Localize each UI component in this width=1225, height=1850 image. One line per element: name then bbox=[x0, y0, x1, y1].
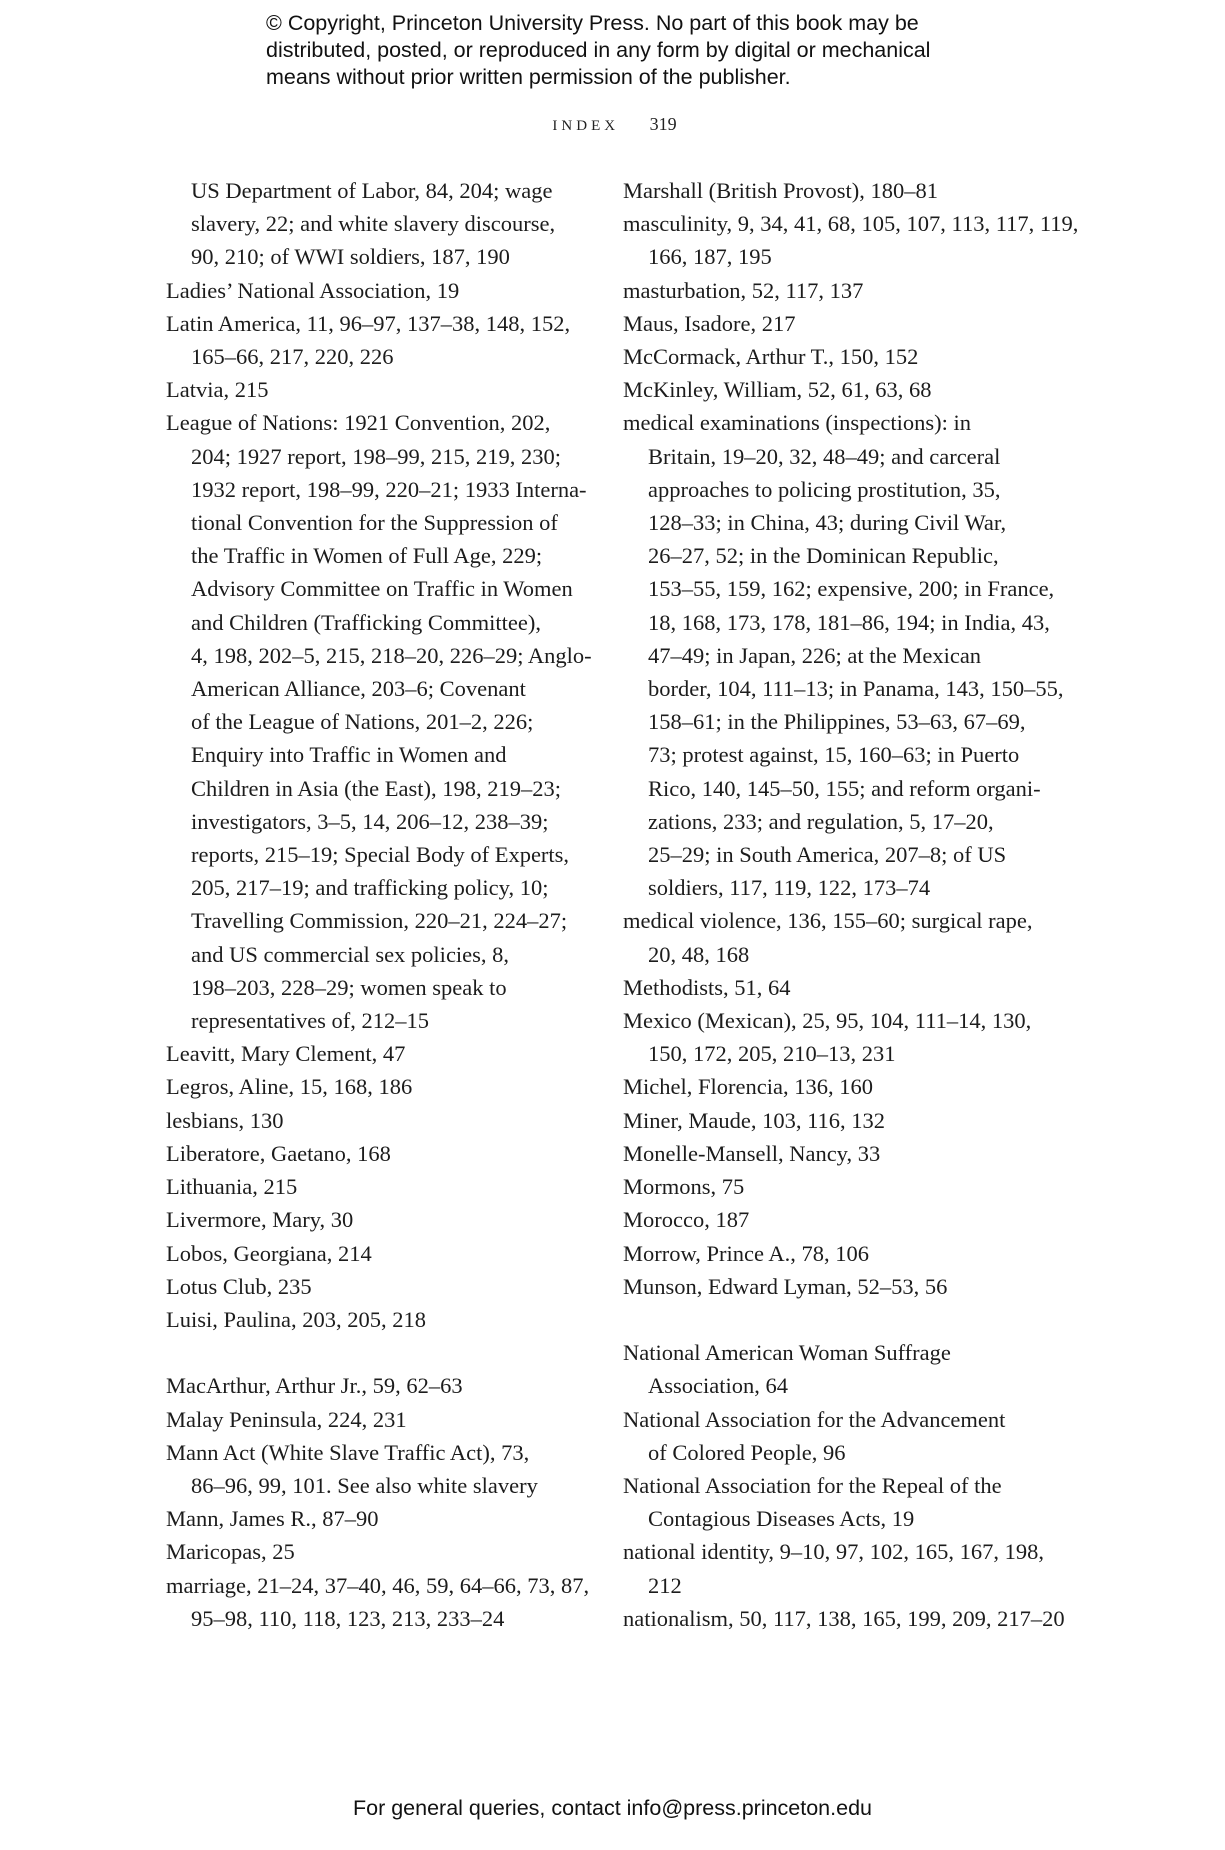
index-entry-continuation-line: approaches to policing prostitution, 35, bbox=[648, 476, 1001, 502]
index-entry-heading-line: Ladies’ National Association, 19 bbox=[166, 277, 460, 303]
index-entry bbox=[623, 1004, 1043, 1070]
index-entry bbox=[166, 1436, 586, 1502]
index-entry-continuation-line: reports, 215–19; Special Body of Experts, bbox=[191, 842, 570, 868]
index-entry-continuation-line: Rico, 140, 145–50, 155; and reform organi- bbox=[648, 775, 1041, 801]
index-entry-continuation-line: Advisory Committee on Traffic in Women bbox=[191, 576, 573, 602]
index-entry-heading-line: MacArthur, Arthur Jr., 59, 62–63 bbox=[166, 1373, 463, 1399]
index-entry-heading-line: Livermore, Mary, 30 bbox=[166, 1207, 354, 1233]
index-entry-heading-line: marriage, 21–24, 37–40, 46, 59, 64–66, 73, 87, bbox=[166, 1572, 590, 1598]
index-entry-continuation-line: 1932 report, 198–99, 220–21; 1933 Interna- bbox=[191, 476, 587, 502]
index-entry-heading-line: masturbation, 52, 117, 137 bbox=[623, 277, 864, 303]
running-head bbox=[0, 114, 1225, 135]
index-entry bbox=[166, 1237, 586, 1270]
index-entry-heading-line: Monelle-Mansell, Nancy, 33 bbox=[623, 1140, 881, 1166]
index-entry bbox=[623, 904, 1043, 970]
index-entry-heading-line: National Association for the Repeal of the bbox=[623, 1472, 1002, 1498]
index-entry-continuation-line: soldiers, 117, 119, 122, 173–74 bbox=[648, 875, 931, 901]
index-entry bbox=[166, 274, 586, 307]
index-entry-heading-line: Luisi, Paulina, 203, 205, 218 bbox=[166, 1306, 426, 1332]
index-entry-continuation-line: investigators, 3–5, 14, 206–12, 238–39; bbox=[191, 808, 549, 834]
page-number: 319 bbox=[649, 114, 677, 134]
index-entry-continuation-line: tional Convention for the Suppression of bbox=[191, 510, 558, 536]
index-entry-heading-line: Marshall (British Provost), 180–81 bbox=[623, 178, 938, 203]
index-entry-heading-line: Legros, Aline, 15, 168, 186 bbox=[166, 1074, 413, 1100]
index-entry bbox=[623, 1237, 1043, 1270]
index-entry bbox=[623, 274, 1043, 307]
index-entry bbox=[166, 1403, 586, 1436]
index-entry-continuation-line: 153–55, 159, 162; expensive, 200; in France, bbox=[648, 576, 1055, 602]
index-entry bbox=[623, 1336, 1043, 1402]
index-entry-continuation-line: Britain, 19–20, 32, 48–49; and carceral bbox=[648, 443, 1001, 469]
index-entry-continuation-line: and US commercial sex policies, 8, bbox=[191, 941, 510, 967]
index-entry-continuation-line: the Traffic in Women of Full Age, 229; bbox=[191, 543, 543, 569]
index-entry-continuation-line: 204; 1927 report, 198–99, 215, 219, 230; bbox=[191, 443, 561, 469]
index-entry bbox=[623, 340, 1043, 373]
index-entry bbox=[623, 1602, 1065, 1635]
index-entry-continuation-line: 212 bbox=[648, 1572, 682, 1598]
index-entry-continuation-line: 95–98, 110, 118, 123, 213, 233–24 bbox=[191, 1605, 505, 1631]
index-entry bbox=[623, 1469, 1043, 1535]
index-entry-continuation-line: 198–203, 228–29; women speak to bbox=[191, 974, 507, 1000]
index-column-left bbox=[166, 174, 592, 1635]
index-entry-heading-line: Mann, James R., 87–90 bbox=[166, 1506, 379, 1532]
index-entry bbox=[623, 307, 1043, 340]
contact-footer: For general queries, contact info@press.princeton.edu bbox=[352, 1796, 872, 1820]
index-entry-heading-line: national identity, 9–10, 97, 102, 165, 167, 198, bbox=[623, 1539, 1045, 1565]
index-entry-continuation-line: US Department of Labor, 84, 204; wage bbox=[191, 178, 553, 203]
index-entry bbox=[166, 1137, 586, 1170]
letter-group-gap bbox=[166, 1336, 586, 1369]
index-entry bbox=[623, 1535, 1043, 1601]
index-entry bbox=[623, 174, 1043, 207]
index-entry bbox=[166, 1170, 586, 1203]
index-entry bbox=[623, 373, 1043, 406]
index-entry-heading-line: Maricopas, 25 bbox=[166, 1539, 295, 1565]
index-entry-heading-line: Lithuania, 215 bbox=[166, 1174, 298, 1200]
index-entry-heading-line: League of Nations: 1921 Convention, 202, bbox=[166, 410, 551, 436]
index-entry-continuation-line: American Alliance, 203–6; Covenant bbox=[191, 676, 526, 702]
index-entry bbox=[166, 307, 586, 373]
index-entry-heading-line: McCormack, Arthur T., 150, 152 bbox=[623, 344, 919, 370]
index-entry-heading-line: Michel, Florencia, 136, 160 bbox=[623, 1074, 873, 1100]
index-entry-heading-line: National Association for the Advancement bbox=[623, 1406, 1006, 1432]
index-entry bbox=[623, 1137, 1043, 1170]
index-entry bbox=[623, 1070, 1043, 1103]
index-entry-heading-line: Lobos, Georgiana, 214 bbox=[166, 1240, 372, 1266]
index-entry bbox=[166, 1203, 586, 1236]
copyright-notice bbox=[266, 10, 1026, 91]
index-entry-continuation-line: representatives of, 212–15 bbox=[191, 1008, 430, 1034]
index-entry-heading-line: Munson, Edward Lyman, 52–53, 56 bbox=[623, 1273, 948, 1299]
index-entry bbox=[166, 1502, 586, 1535]
index-entry bbox=[166, 1070, 586, 1103]
index-entry-heading-line: Maus, Isadore, 217 bbox=[623, 310, 796, 336]
index-entry-heading-line: lesbians, 130 bbox=[166, 1107, 284, 1133]
index-entry-continuation-line: 90, 210; of WWI soldiers, 187, 190 bbox=[191, 244, 510, 270]
index-entry-heading-line: McKinley, William, 52, 61, 63, 68 bbox=[623, 377, 932, 403]
index-entry bbox=[166, 373, 586, 406]
index-entry-continuation-line: zations, 233; and regulation, 5, 17–20, bbox=[648, 808, 994, 834]
index-entry-continuation-line: 158–61; in the Philippines, 53–63, 67–69, bbox=[648, 709, 1026, 735]
index-entry-continuation-line: Enquiry into Traffic in Women and bbox=[191, 742, 507, 768]
index-entry-heading-line: Latvia, 215 bbox=[166, 377, 269, 403]
index-entry-continuation-line: Association, 64 bbox=[648, 1373, 788, 1399]
index-entry-heading-line: Malay Peninsula, 224, 231 bbox=[166, 1406, 407, 1432]
index-entry-continuation-line: 26–27, 52; in the Dominican Republic, bbox=[648, 543, 999, 569]
index-entry-continuation-line: 166, 187, 195 bbox=[648, 244, 772, 270]
index-entry-heading-line: Morrow, Prince A., 78, 106 bbox=[623, 1240, 870, 1266]
index-entry-heading-line: medical violence, 136, 155–60; surgical rape, bbox=[623, 908, 1033, 934]
copyright-line: means without prior written permission of the publisher. bbox=[266, 65, 791, 89]
index-entry-heading-line: National American Woman Suffrage bbox=[623, 1340, 951, 1366]
index-entry bbox=[166, 1104, 586, 1137]
index-entry-continuation-line: slavery, 22; and white slavery discourse, bbox=[191, 211, 556, 237]
index-entry-continuation-line: 86–96, 99, 101. See also white slavery bbox=[191, 1472, 538, 1498]
index-entry-heading-line: Liberatore, Gaetano, 168 bbox=[166, 1140, 391, 1166]
index-entry-heading-line: nationalism, 50, 117, 138, 165, 199, 209, 217–20 bbox=[623, 1605, 1065, 1631]
index-entry-continuation-line: Children in Asia (the East), 198, 219–23; bbox=[191, 775, 561, 801]
index-entry-continuation-line: and Children (Trafficking Committee), bbox=[191, 609, 541, 635]
index-entry bbox=[623, 207, 1079, 273]
index-entry bbox=[623, 406, 1064, 904]
index-entry-heading-line: Lotus Club, 235 bbox=[166, 1273, 312, 1299]
index-entry bbox=[166, 406, 592, 1037]
index-column-right bbox=[623, 174, 1079, 1635]
index-entry-continuation-line: 150, 172, 205, 210–13, 231 bbox=[648, 1041, 896, 1067]
index-entry-continuation-line: Contagious Diseases Acts, 19 bbox=[648, 1506, 915, 1532]
index-entry-continuation-line: of the League of Nations, 201–2, 226; bbox=[191, 709, 534, 735]
index-entry-heading-line: masculinity, 9, 34, 41, 68, 105, 107, 113, 117, 119, bbox=[623, 211, 1079, 237]
index-entry-heading-line: Mann Act (White Slave Traffic Act), 73, bbox=[166, 1439, 530, 1465]
index-entry-continuation-line: border, 104, 111–13; in Panama, 143, 150–55, bbox=[648, 676, 1064, 702]
index-entry-continuation-line: 47–49; in Japan, 226; at the Mexican bbox=[648, 642, 982, 668]
letter-group-gap bbox=[623, 1303, 1043, 1336]
index-entry-continuation-line: 205, 217–19; and trafficking policy, 10; bbox=[191, 875, 549, 901]
index-entry-heading-line: Methodists, 51, 64 bbox=[623, 974, 791, 1000]
index-entry-continuation-line: 25–29; in South America, 207–8; of US bbox=[648, 842, 1007, 868]
index-entry bbox=[166, 1535, 586, 1568]
section-label: INDEX bbox=[552, 118, 620, 134]
index-entry-heading-line: Morocco, 187 bbox=[623, 1207, 750, 1233]
index-entry bbox=[623, 971, 1043, 1004]
index-entry bbox=[166, 1303, 586, 1336]
index-entry bbox=[166, 1037, 586, 1070]
index-entry-heading-line: medical examinations (inspections): in bbox=[623, 410, 972, 436]
index-entry-continuation-line: of Colored People, 96 bbox=[648, 1439, 846, 1465]
index-entry-continuation-line: Travelling Commission, 220–21, 224–27; bbox=[191, 908, 568, 934]
index-entry-continuation-line: 73; protest against, 15, 160–63; in Puerto bbox=[648, 742, 1020, 768]
index-entry bbox=[623, 1104, 1043, 1137]
copyright-line: © Copyright, Princeton University Press. No part of this book may be bbox=[266, 11, 919, 35]
index-entry-heading-line: Mormons, 75 bbox=[623, 1174, 745, 1200]
index-entry-continuation-line: 20, 48, 168 bbox=[648, 941, 750, 967]
copyright-line: distributed, posted, or reproduced in any form by digital or mechanical bbox=[266, 38, 931, 62]
index-entry bbox=[623, 1203, 1043, 1236]
index-entry bbox=[166, 1369, 586, 1402]
index-entry bbox=[623, 1270, 1043, 1303]
index-entry-continuation-line: 4, 198, 202–5, 215, 218–20, 226–29; Anglo- bbox=[191, 642, 592, 668]
index-entry bbox=[166, 1569, 590, 1635]
index-entry-heading-line: Miner, Maude, 103, 116, 132 bbox=[623, 1107, 885, 1133]
index-entry-heading-line: Leavitt, Mary Clement, 47 bbox=[166, 1041, 406, 1067]
index-entry-heading-line: Latin America, 11, 96–97, 137–38, 148, 152, bbox=[166, 310, 571, 336]
index-entry-continuation-line: 165–66, 217, 220, 226 bbox=[191, 344, 394, 370]
index-entry bbox=[166, 174, 586, 274]
index-entry bbox=[623, 1403, 1043, 1469]
index-entry bbox=[166, 1270, 586, 1303]
index-entry bbox=[623, 1170, 1043, 1203]
index-entry-heading-line: Mexico (Mexican), 25, 95, 104, 111–14, 130, bbox=[623, 1008, 1032, 1034]
index-entry-continuation-line: 18, 168, 173, 178, 181–86, 194; in India, 43, bbox=[648, 609, 1050, 635]
index-entry-continuation-line: 128–33; in China, 43; during Civil War, bbox=[648, 510, 1007, 536]
